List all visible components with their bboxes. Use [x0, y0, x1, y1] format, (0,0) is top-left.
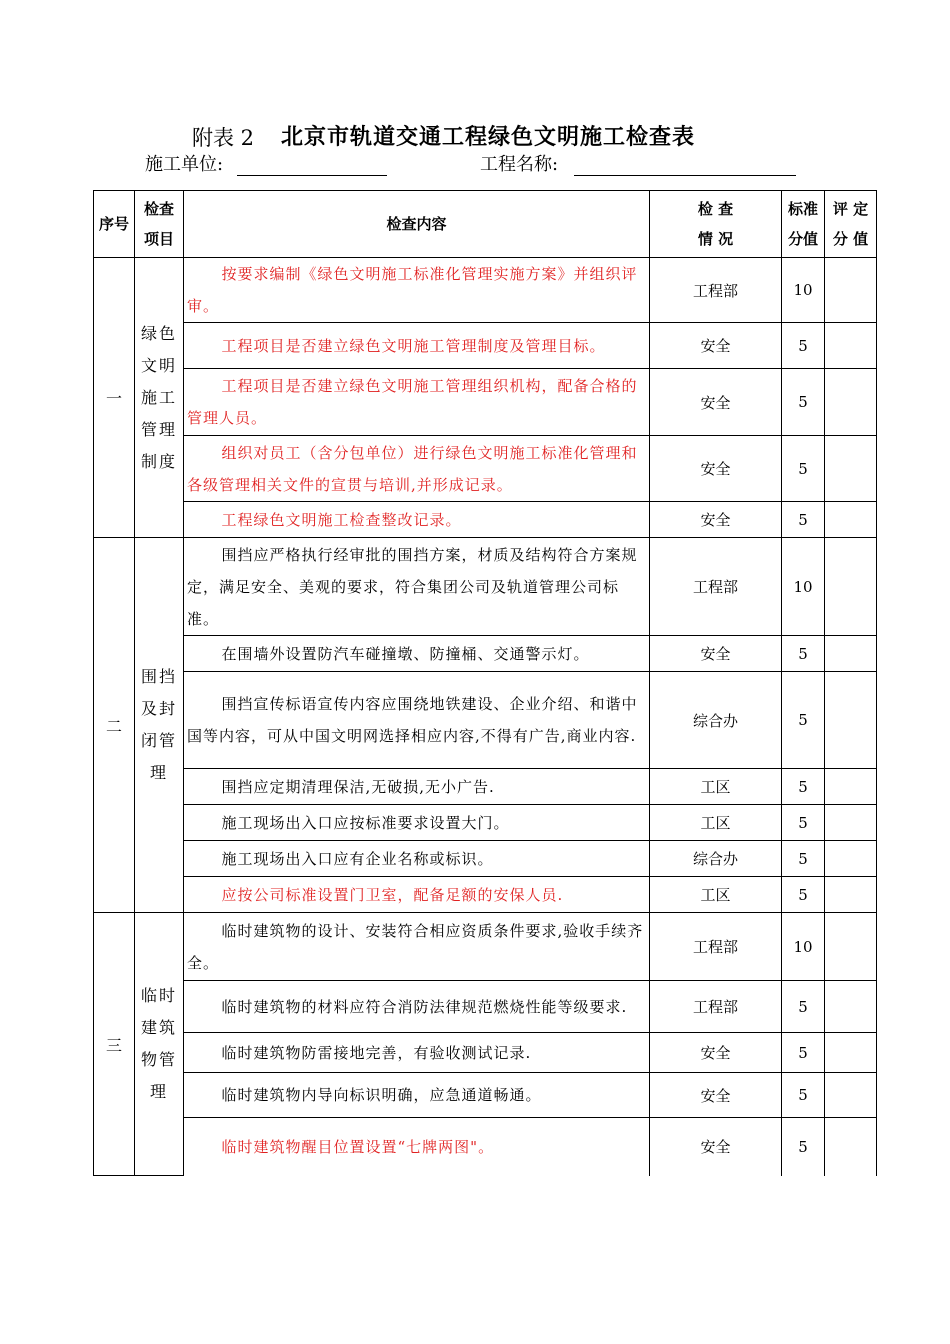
table-row — [94, 1118, 877, 1176]
project-name-label: 工程名称: — [480, 154, 559, 175]
category-line: 临时 — [140, 986, 177, 1005]
standard-score: 5 — [782, 769, 825, 805]
category-line: 理 — [149, 1082, 168, 1101]
inspection-status: 工程部 — [650, 538, 782, 636]
table-row — [94, 369, 877, 436]
construction-unit-label: 施工单位: — [145, 154, 224, 175]
standard-score: 5 — [782, 981, 825, 1033]
header-content: 检查内容 — [184, 191, 650, 258]
standard-score: 5 — [782, 502, 825, 538]
standard-score: 5 — [782, 436, 825, 502]
inspection-content: 围挡宣传标语宣传内容应围绕地铁建设、企业介绍、和谐中国等内容，可从中国文明网选择相应内容,不得有广告,商业内容. — [184, 672, 650, 769]
inspection-content: 按要求编制《绿色文明施工标准化管理实施方案》并组织评审。 — [184, 258, 650, 323]
evaluated-score[interactable] — [825, 369, 877, 436]
category-line: 及封 — [140, 699, 177, 718]
project-name-blank[interactable] — [574, 157, 796, 176]
table-row — [94, 538, 877, 636]
table-row — [94, 769, 877, 805]
construction-unit-blank[interactable] — [237, 157, 387, 176]
inspection-status: 工程部 — [650, 258, 782, 323]
evaluated-score[interactable] — [825, 1118, 877, 1176]
table-row — [94, 502, 877, 538]
header-seq: 序号 — [94, 191, 135, 258]
inspection-content: 围挡应定期清理保洁,无破损,无小广告. — [184, 769, 650, 805]
category-line: 理 — [149, 763, 168, 782]
table-row — [94, 981, 877, 1033]
standard-score: 5 — [782, 369, 825, 436]
inspection-status: 安全 — [650, 369, 782, 436]
evaluated-score[interactable] — [825, 323, 877, 369]
section-category — [135, 538, 184, 913]
inspection-content: 临时建筑物的材料应符合消防法律规范燃烧性能等级要求. — [184, 981, 650, 1033]
inspection-status: 安全 — [650, 1118, 782, 1176]
header-score-line: 评 定 — [832, 200, 869, 218]
standard-score: 5 — [782, 1073, 825, 1118]
inspection-content: 应按公司标准设置门卫室，配备足额的安保人员. — [184, 877, 650, 913]
inspection-status: 工区 — [650, 805, 782, 841]
section-category — [135, 913, 184, 1176]
evaluated-score[interactable] — [825, 1033, 877, 1073]
inspection-content: 施工现场出入口应按标准要求设置大门。 — [184, 805, 650, 841]
standard-score: 5 — [782, 672, 825, 769]
inspection-status: 安全 — [650, 1033, 782, 1073]
evaluated-score[interactable] — [825, 913, 877, 981]
header-status-line: 情 况 — [697, 230, 734, 248]
table-row — [94, 1073, 877, 1118]
category-line: 建筑 — [140, 1018, 177, 1037]
inspection-status: 综合办 — [650, 672, 782, 769]
evaluated-score[interactable] — [825, 538, 877, 636]
section-category — [135, 258, 184, 538]
header-item-line: 项目 — [143, 230, 174, 248]
standard-score: 10 — [782, 258, 825, 323]
construction-unit-field — [145, 150, 387, 176]
category-line: 制度 — [140, 451, 177, 471]
evaluated-score[interactable] — [825, 981, 877, 1033]
standard-score: 10 — [782, 913, 825, 981]
table-row — [94, 436, 877, 502]
standard-score: 5 — [782, 841, 825, 877]
category-line: 绿色 — [140, 323, 177, 343]
evaluated-score[interactable] — [825, 672, 877, 769]
category-line: 施工 — [140, 387, 177, 407]
header-std — [782, 191, 825, 258]
evaluated-score[interactable] — [825, 436, 877, 502]
category-line: 管理 — [140, 419, 177, 439]
evaluated-score[interactable] — [825, 877, 877, 913]
table-row — [94, 841, 877, 877]
evaluated-score[interactable] — [825, 1073, 877, 1118]
project-name-field — [480, 150, 796, 176]
evaluated-score[interactable] — [825, 502, 877, 538]
inspection-content: 工程项目是否建立绿色文明施工管理组织机构，配备合格的管理人员。 — [184, 369, 650, 436]
table-row — [94, 323, 877, 369]
header-item — [135, 191, 184, 258]
evaluated-score[interactable] — [825, 841, 877, 877]
header-status — [650, 191, 782, 258]
category-line: 物管 — [140, 1050, 177, 1069]
evaluated-score[interactable] — [825, 636, 877, 672]
standard-score: 5 — [782, 323, 825, 369]
inspection-content: 在围墙外设置防汽车碰撞墩、防撞桶、交通警示灯。 — [184, 636, 650, 672]
category-line: 围挡 — [140, 667, 177, 686]
inspection-status: 综合办 — [650, 841, 782, 877]
inspection-status: 工程部 — [650, 981, 782, 1033]
inspection-content: 临时建筑物防雷接地完善，有验收测试记录. — [184, 1033, 650, 1073]
inspection-content: 临时建筑物醒目位置设置“七牌两图"。 — [184, 1118, 650, 1176]
table-row — [94, 877, 877, 913]
header-row — [94, 191, 877, 258]
standard-score: 5 — [782, 805, 825, 841]
inspection-content: 工程项目是否建立绿色文明施工管理制度及管理目标。 — [184, 323, 650, 369]
inspection-content: 组织对员工（含分包单位）进行绿色文明施工标准化管理和各级管理相关文件的宣贯与培训,并形成记录。 — [184, 436, 650, 502]
title-main: 北京市轨道交通工程绿色文明施工检查表 — [281, 125, 696, 150]
standard-score: 5 — [782, 877, 825, 913]
inspection-content: 围挡应严格执行经审批的围挡方案，材质及结构符合方案规定，满足安全、美观的要求，符合集团公司及轨道管理公司标准。 — [184, 538, 650, 636]
title-prefix: 附表 2 — [192, 126, 255, 150]
inspection-status: 安全 — [650, 436, 782, 502]
inspection-content: 工程绿色文明施工检查整改记录。 — [184, 502, 650, 538]
standard-score: 10 — [782, 538, 825, 636]
standard-score: 5 — [782, 1033, 825, 1073]
evaluated-score[interactable] — [825, 769, 877, 805]
table-row — [94, 636, 877, 672]
inspection-content: 施工现场出入口应有企业名称或标识。 — [184, 841, 650, 877]
table-row — [94, 258, 877, 323]
inspection-table — [93, 190, 877, 1176]
header-std-line: 分值 — [787, 230, 818, 248]
section-seq: 二 — [94, 538, 135, 913]
standard-score: 5 — [782, 1118, 825, 1176]
header-score — [825, 191, 877, 258]
header-std-line: 标准 — [787, 200, 818, 218]
inspection-status: 工区 — [650, 877, 782, 913]
inspection-status: 安全 — [650, 323, 782, 369]
inspection-status: 安全 — [650, 636, 782, 672]
section-seq: 一 — [94, 258, 135, 538]
inspection-status: 工区 — [650, 769, 782, 805]
table-row — [94, 672, 877, 769]
table-row — [94, 913, 877, 981]
header-item-line: 检查 — [143, 200, 174, 218]
table-row — [94, 805, 877, 841]
evaluated-score[interactable] — [825, 805, 877, 841]
evaluated-score[interactable] — [825, 258, 877, 323]
header-score-line: 分 值 — [832, 230, 869, 248]
inspection-status: 工程部 — [650, 913, 782, 981]
section-seq: 三 — [94, 913, 135, 1176]
inspection-status: 安全 — [650, 1073, 782, 1118]
standard-score: 5 — [782, 636, 825, 672]
header-status-line: 检 查 — [697, 200, 734, 218]
inspection-content: 临时建筑物内导向标识明确，应急通道畅通。 — [184, 1073, 650, 1118]
inspection-content: 临时建筑物的设计、安装符合相应资质条件要求,验收手续齐全。 — [184, 913, 650, 981]
category-line: 闭管 — [140, 731, 177, 750]
category-line: 文明 — [140, 355, 177, 375]
table-row — [94, 1033, 877, 1073]
inspection-status: 安全 — [650, 502, 782, 538]
